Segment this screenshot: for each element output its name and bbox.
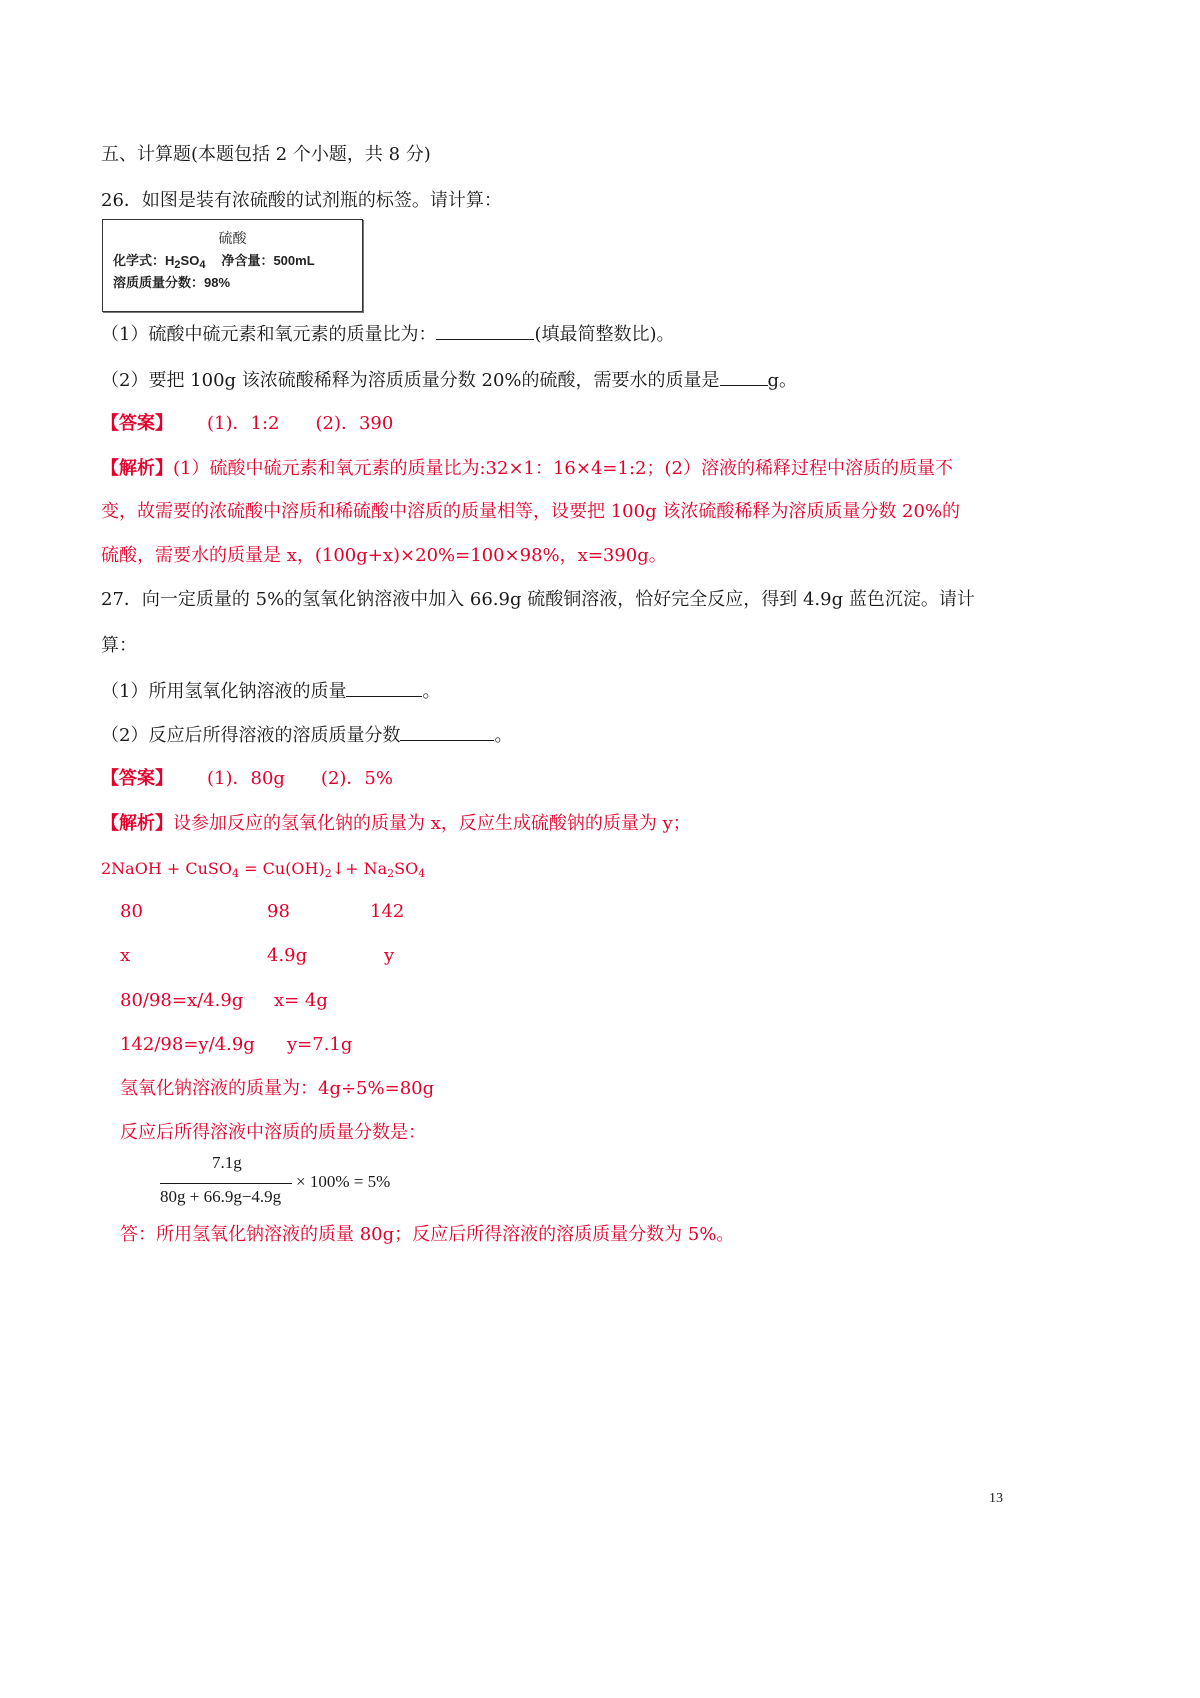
q27-part2-text: （2）反应后所得溶液的溶质质量分数 — [101, 725, 401, 746]
label-row-formula — [113, 250, 315, 271]
section-heading: 五、计算题(本题包括 2 个小题，共 8 分) — [101, 144, 431, 165]
q27-stem-line1: 27．向一定质量的 5%的氢氧化钠溶液中加入 66.9g 硫酸铜溶液，恰好完全反应，得到 4.9g 蓝色沉淀。请计 — [101, 589, 975, 610]
calc1-right: x= 4g — [274, 990, 328, 1011]
calc2-left: 142/98=y/4.9g — [120, 1034, 255, 1055]
label-volume: 净含量：500mL — [221, 253, 315, 268]
q26-analysis-tag: 【解析】 — [101, 458, 173, 479]
var-cuoh2: 4.9g — [267, 945, 308, 966]
q26-part2-text: （2）要把 100g 该浓硫酸稀释为溶质质量分数 20%的硫酸，需要水的质量是 — [101, 370, 720, 391]
page-number: 13 — [989, 1491, 1003, 1506]
equation-part-b: = Cu(OH) — [239, 859, 325, 878]
molar-mass-na2so4: 142 — [370, 901, 405, 922]
q27-stem-line2: 算： — [101, 635, 137, 656]
calc1-left: 80/98=x/4.9g — [120, 990, 244, 1011]
molar-mass-naoh: 80 — [120, 901, 143, 922]
fraction-numerator: 7.1g — [212, 1153, 242, 1172]
label-title: 硫酸 — [218, 230, 247, 246]
q26-stem: 26．如图是装有浓硫酸的试剂瓶的标签。请计算： — [101, 190, 502, 211]
q27-part1-blank — [346, 678, 422, 697]
label-formula-caption: 化学式： — [113, 253, 166, 268]
q26-answer-text: (1)．1:2 (2)．390 — [207, 413, 394, 434]
q26-analysis-text1: (1）硫酸中硫元素和氧元素的质量比为:32×1：16×4=1:2；(2）溶液的稀释过程中溶质的质量不 — [173, 458, 953, 479]
fraction-intro: 反应后所得溶液中溶质的质量分数是： — [120, 1122, 426, 1143]
q26-part1-blank — [436, 321, 534, 340]
label-formula-so: SO — [180, 253, 200, 268]
final-answer: 答：所用氢氧化钠溶液的质量 80g；反应后所得溶液的溶质质量分数为 5%。 — [120, 1224, 735, 1245]
calc2-right: y=7.1g — [287, 1034, 353, 1055]
q26-analysis-line2: 变，故需要的浓硫酸中溶质和稀硫酸中溶质的质量相等，设要把 100g 该浓硫酸稀释为溶质质量分数 20%的 — [101, 501, 961, 522]
q27-analysis-line1 — [101, 811, 691, 837]
q27-answer-text: (1)．80g (2)．5% — [207, 768, 393, 789]
q27-answer-tag: 【答案】 — [101, 768, 173, 789]
q26-part1-hint: (填最简整数比)。 — [534, 324, 675, 345]
q26-part2-unit: g。 — [767, 370, 798, 391]
equation-part-c: ↓+ Na — [331, 859, 388, 878]
reagent-label — [102, 219, 363, 312]
var-na2so4: y — [384, 945, 395, 966]
naoh-mass-result: 氢氧化钠溶液的质量为：4g÷5%=80g — [120, 1078, 435, 1099]
q27-part1-end: 。 — [422, 681, 441, 702]
q26-part2-blank — [720, 367, 768, 386]
q27-part1-text: （1）所用氢氧化钠溶液的质量 — [101, 681, 347, 702]
label-formula-sub1: 2 — [174, 259, 181, 271]
q27-part1 — [101, 678, 440, 705]
q26-analysis-line1 — [101, 456, 953, 482]
q27-analysis-tag: 【解析】 — [101, 813, 173, 834]
equation-sub-c: 2 — [387, 867, 395, 880]
equation-sub-a: 4 — [232, 867, 239, 880]
q27-part2-end: 。 — [494, 725, 513, 746]
q26-answer — [101, 411, 393, 437]
molar-mass-cuoh2: 98 — [267, 901, 290, 922]
q27-analysis-text1: 设参加反应的氢氧化钠的质量为 x，反应生成硫酸钠的质量为 y； — [173, 813, 691, 834]
equation-part-d: SO — [394, 859, 419, 878]
equation-sub-d: 4 — [418, 867, 426, 880]
equation-part-a: 2NaOH + CuSO — [101, 859, 232, 878]
q27-part2-blank — [400, 722, 494, 741]
label-row-concentration: 溶质质量分数：98% — [113, 275, 231, 290]
q27-part2 — [101, 722, 512, 749]
label-formula-h: H — [165, 253, 175, 268]
equation-sub-b: 2 — [324, 867, 332, 880]
q26-answer-tag: 【答案】 — [101, 413, 173, 434]
q26-analysis-line3: 硫酸，需要水的质量是 x，(100g+x)×20%=100×98%，x=390g。 — [101, 545, 667, 566]
q27-answer — [101, 766, 393, 792]
q26-part1 — [101, 321, 675, 348]
mass-fraction-formula — [160, 1153, 400, 1217]
fraction-result: × 100% = 5% — [296, 1172, 391, 1191]
chemical-equation — [101, 856, 425, 887]
label-formula-sub2: 4 — [199, 259, 206, 271]
fraction-denominator: 80g + 66.9g−4.9g — [160, 1187, 282, 1206]
var-naoh: x — [120, 945, 131, 966]
q26-part1-text: （1）硫酸中硫元素和氧元素的质量比为： — [101, 324, 437, 345]
fraction-bar — [160, 1183, 292, 1184]
q26-part2 — [101, 367, 797, 394]
